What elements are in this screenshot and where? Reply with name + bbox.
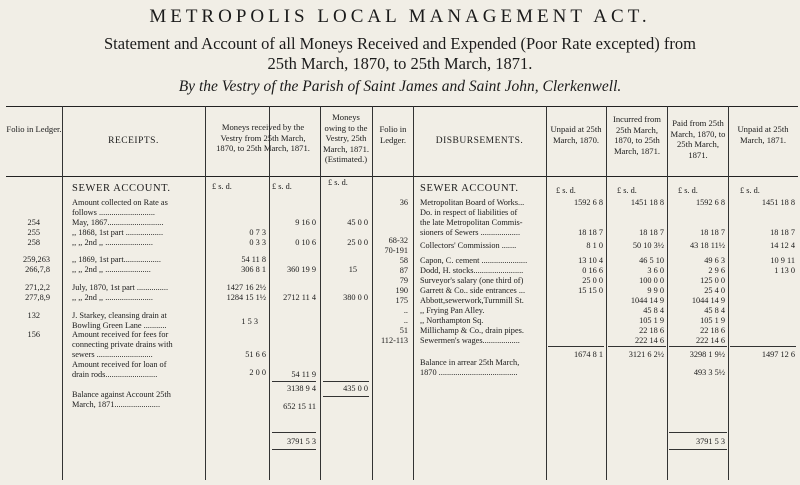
- paid-amount: 2 9 6: [708, 266, 725, 275]
- receipt-amount: 0 3 3: [249, 238, 266, 247]
- paid-amount: 125 0 0: [700, 276, 725, 285]
- col-moneys-owing: Moneys owing to the Vestry, 25th March, 1871. (Estimated.): [322, 112, 370, 164]
- incurred-amount: 45 8 4: [643, 306, 664, 315]
- vestry-byline: By the Vestry of the Parish of Saint James and Saint John, Clerkenwell.: [178, 78, 622, 95]
- sum-rule: [669, 346, 727, 347]
- receipt-line: Amount collected on Rate as: [72, 198, 168, 207]
- ledger-folio: 190: [395, 286, 408, 295]
- disbursement-line: Metropolitan Board of Works...: [420, 198, 525, 207]
- sum-rule: [272, 381, 316, 382]
- act-title: METROPOLIS LOCAL MANAGEMENT ACT.: [149, 6, 651, 27]
- ledger-folio: 132: [27, 311, 40, 320]
- receipt-total: 2712 11 4: [283, 293, 316, 302]
- paid-amount: 49 6 3: [704, 256, 725, 265]
- receipt-amount: 54 11 8: [241, 255, 266, 264]
- ledger-folio: 258: [27, 238, 40, 247]
- statement-line-2: 25th March, 1870, to 25th March, 1871.: [267, 54, 533, 73]
- ledger-folio: 277,8,9: [25, 293, 50, 302]
- disbursement-line: Do. in respect of liabilities of: [420, 208, 518, 217]
- col-disbursements: DISBURSEMENTS.: [435, 136, 524, 146]
- statement-title: [0, 34, 800, 74]
- disbursement-line: 1870 ......................................: [420, 368, 518, 377]
- ledger-folio: 70-191: [384, 246, 408, 255]
- paid-amount: 1592 6 8: [695, 198, 725, 207]
- disbursement-line: Garrett & Co.. side entrances ...: [420, 286, 526, 295]
- balance-in-arrear: 493 3 5½: [693, 368, 725, 377]
- receipt-line: Bowling Green Lane ...........: [72, 321, 167, 330]
- receipt-line: ,, ,, 2nd ,, .......................: [72, 238, 153, 247]
- paid-amount: 18 18 7: [700, 228, 725, 237]
- sum-rule: [608, 346, 666, 347]
- incurred-amount: 105 1 9: [639, 316, 664, 325]
- column-divider: [62, 106, 63, 480]
- ledger-folio: 271,2,2: [25, 283, 50, 292]
- paid-amount: 105 1 9: [700, 316, 725, 325]
- col-receipts: RECEIPTS.: [108, 136, 159, 146]
- sum-rule: [323, 396, 369, 397]
- ledger-folio: ..: [403, 316, 408, 325]
- disbursement-line: ,, Northampton Sq.: [420, 316, 484, 325]
- ledger-folio: 79: [399, 276, 408, 285]
- sum-rule: [669, 432, 727, 433]
- disbursement-line: Sewermen's wages..................: [420, 336, 520, 345]
- col-unpaid-1870: Unpaid at 25th March, 1870.: [550, 124, 602, 145]
- ledger-folio: 259,263: [23, 255, 50, 264]
- col-folio-left: Folio in Ledger.: [6, 124, 62, 134]
- owing-amount: 380 0 0: [343, 293, 368, 302]
- unpaid-1870-amount: 15 15 0: [578, 286, 603, 295]
- ledger-folio: 87: [399, 266, 408, 275]
- unpaid-1870-amount: 1592 6 8: [573, 198, 603, 207]
- disbursement-line: Millichamp & Co., drain pipes.: [420, 326, 524, 335]
- receipt-total: 360 19 9: [286, 265, 316, 274]
- receipt-line: ,, 1868, 1st part ..................: [72, 228, 164, 237]
- receipt-line: drain rods.........................: [72, 370, 158, 379]
- unpaid-1870-total: 1674 8 1: [573, 350, 603, 359]
- sum-rule: [669, 449, 727, 450]
- receipt-total: 652 15 11: [283, 402, 316, 411]
- sum-rule: [730, 346, 796, 347]
- unpaid-1871-amount: 14 12 4: [770, 241, 795, 250]
- column-divider: [413, 106, 414, 480]
- receipt-amount: 2 0 0: [249, 368, 266, 377]
- grand-total: 3791 5 3: [695, 437, 725, 446]
- ledger-folio: 112-113: [380, 336, 408, 345]
- unpaid-1871-amount: 18 18 7: [770, 228, 795, 237]
- receipt-total: 0 10 6: [295, 238, 316, 247]
- ledger-folio: 254: [27, 218, 40, 227]
- col-incurred: Incurred from 25th March, 1870, to 25th March, 1871.: [613, 114, 661, 156]
- incurred-amount: 222 14 6: [634, 336, 664, 345]
- unpaid-1870-amount: 25 0 0: [582, 276, 603, 285]
- unpaid-1871-total: 1497 12 6: [761, 350, 795, 359]
- currency-heading: £ s. d.: [740, 186, 760, 195]
- paid-amount: 1044 14 9: [691, 296, 725, 305]
- disbursements-section-heading: SEWER ACCOUNT.: [420, 183, 519, 194]
- receipt-amount: 1 5 3: [241, 317, 258, 326]
- disbursement-line: Capon, C. cement ......................: [420, 256, 528, 265]
- disbursement-line: ,, Frying Pan Alley.: [420, 306, 485, 315]
- receipt-line: ,, ,, 2nd ,, ......................: [72, 265, 151, 274]
- ledger-folio: 175: [395, 296, 408, 305]
- receipt-line: Amount received for loan of: [72, 360, 167, 369]
- ledger-folio: 36: [399, 198, 408, 207]
- ledger-folio: 156: [27, 330, 40, 339]
- receipt-line: sewers ...........................: [72, 350, 153, 359]
- paid-total: 3298 1 9½: [689, 350, 725, 359]
- receipt-line: Balance against Account 25th: [72, 390, 171, 399]
- receipt-line: connecting private drains with: [72, 340, 173, 349]
- receipt-line: May, 1867...........................: [72, 218, 164, 227]
- paid-amount: 45 8 4: [704, 306, 725, 315]
- ledger-folio: 266,7,8: [25, 265, 50, 274]
- owing-amount: 45 0 0: [347, 218, 368, 227]
- column-divider: [372, 106, 373, 480]
- disbursement-line: the late Metropolitan Commis-: [420, 218, 523, 227]
- currency-heading: £ s. d.: [328, 178, 348, 187]
- unpaid-1870-amount: 18 18 7: [578, 228, 603, 237]
- incurred-amount: 3 6 0: [647, 266, 664, 275]
- receipt-line: follows ...........................: [72, 208, 155, 217]
- receipt-total: 54 11 9: [291, 370, 316, 379]
- ledger-folio: 58: [399, 256, 408, 265]
- disbursement-line: Abbott,sewerwork,Turnmill St.: [420, 296, 524, 305]
- ledger-folio: 51: [399, 326, 408, 335]
- column-divider: [728, 106, 729, 480]
- col-moneys-received: Moneys received by the Vestry from 25th March, 1870, to 25th March, 1871.: [216, 122, 310, 153]
- ledger-folio: 68-32: [388, 236, 408, 245]
- owing-total: 435 0 0: [343, 384, 368, 393]
- incurred-amount: 1451 18 8: [630, 198, 664, 207]
- grand-total: 3791 5 3: [286, 437, 316, 446]
- col-folio-right: Folio in Ledger.: [379, 124, 407, 145]
- currency-heading: £ s. d.: [556, 186, 576, 195]
- receipt-amount: 1284 15 1½: [226, 293, 266, 302]
- currency-heading: £ s. d.: [678, 186, 698, 195]
- paid-amount: 222 14 6: [695, 336, 725, 345]
- currency-heading: £ s. d.: [617, 186, 637, 195]
- col-paid: Paid from 25th March, 1870, to 25th March, 1871.: [670, 118, 726, 160]
- unpaid-1870-amount: 13 10 4: [578, 256, 603, 265]
- unpaid-1871-amount: 1451 18 8: [761, 198, 795, 207]
- receipt-line: ,, 1869, 1st part..................: [72, 255, 161, 264]
- incurred-total: 3121 6 2½: [628, 350, 664, 359]
- receipt-amount: 306 8 1: [241, 265, 266, 274]
- receipt-amount: 51 6 6: [245, 350, 266, 359]
- receipt-line: Amount received for fees for: [72, 330, 169, 339]
- statement-line-1: Statement and Account of all Moneys Received and Expended (Poor Rate excepted) from: [104, 34, 696, 53]
- receipt-amount: 1427 16 2½: [226, 283, 266, 292]
- incurred-amount: 22 18 6: [639, 326, 664, 335]
- incurred-amount: 50 10 3½: [632, 241, 664, 250]
- sum-rule: [548, 346, 604, 347]
- receipt-line: J. Starkey, cleansing drain at: [72, 311, 167, 320]
- receipt-line: March, 1871......................: [72, 400, 161, 409]
- receipts-section-heading: SEWER ACCOUNT.: [72, 183, 171, 194]
- unpaid-1871-amount: 1 13 0: [774, 266, 795, 275]
- col-unpaid-1871: Unpaid at 25th March, 1871.: [737, 124, 789, 145]
- table-top-rule: [6, 106, 798, 107]
- unpaid-1870-amount: 0 16 6: [582, 266, 603, 275]
- receipt-total: 9 16 0: [295, 218, 316, 227]
- receipt-total: 3138 9 4: [286, 384, 316, 393]
- paid-amount: 43 18 11½: [690, 241, 725, 250]
- incurred-amount: 1044 14 9: [630, 296, 664, 305]
- sum-rule: [272, 432, 316, 433]
- sum-rule: [323, 381, 369, 382]
- currency-heading: £ s. d.: [272, 182, 292, 191]
- unpaid-1871-amount: 10 9 11: [770, 256, 795, 265]
- incurred-amount: 100 0 0: [639, 276, 664, 285]
- disbursement-line: Collectors' Commission .......: [420, 241, 517, 250]
- receipt-line: July, 1870, 1st part ...............: [72, 283, 169, 292]
- sum-rule: [272, 449, 316, 450]
- owing-amount: 15: [348, 265, 357, 274]
- disbursement-line: sioners of Sewers ...................: [420, 228, 521, 237]
- paid-amount: 22 18 6: [700, 326, 725, 335]
- incurred-amount: 18 18 7: [639, 228, 664, 237]
- unpaid-1870-amount: 8 1 0: [586, 241, 603, 250]
- incurred-amount: 9 9 0: [647, 286, 664, 295]
- disbursement-line: Balance in arrear 25th March,: [420, 358, 520, 367]
- disbursement-line: Surveyor's salary (one third of): [420, 276, 524, 285]
- ledger-folio: 255: [27, 228, 40, 237]
- incurred-amount: 46 5 10: [639, 256, 664, 265]
- ledger-folio: ..: [403, 306, 408, 315]
- owing-amount: 25 0 0: [347, 238, 368, 247]
- currency-heading: £ s. d.: [212, 182, 232, 191]
- receipt-line: ,, ,, 2nd ,, .......................: [72, 293, 153, 302]
- receipt-amount: 0 7 3: [249, 228, 266, 237]
- disbursement-line: Dodd, H. stocks........................: [420, 266, 524, 275]
- header-bottom-rule: [6, 176, 798, 177]
- paid-amount: 25 4 0: [704, 286, 725, 295]
